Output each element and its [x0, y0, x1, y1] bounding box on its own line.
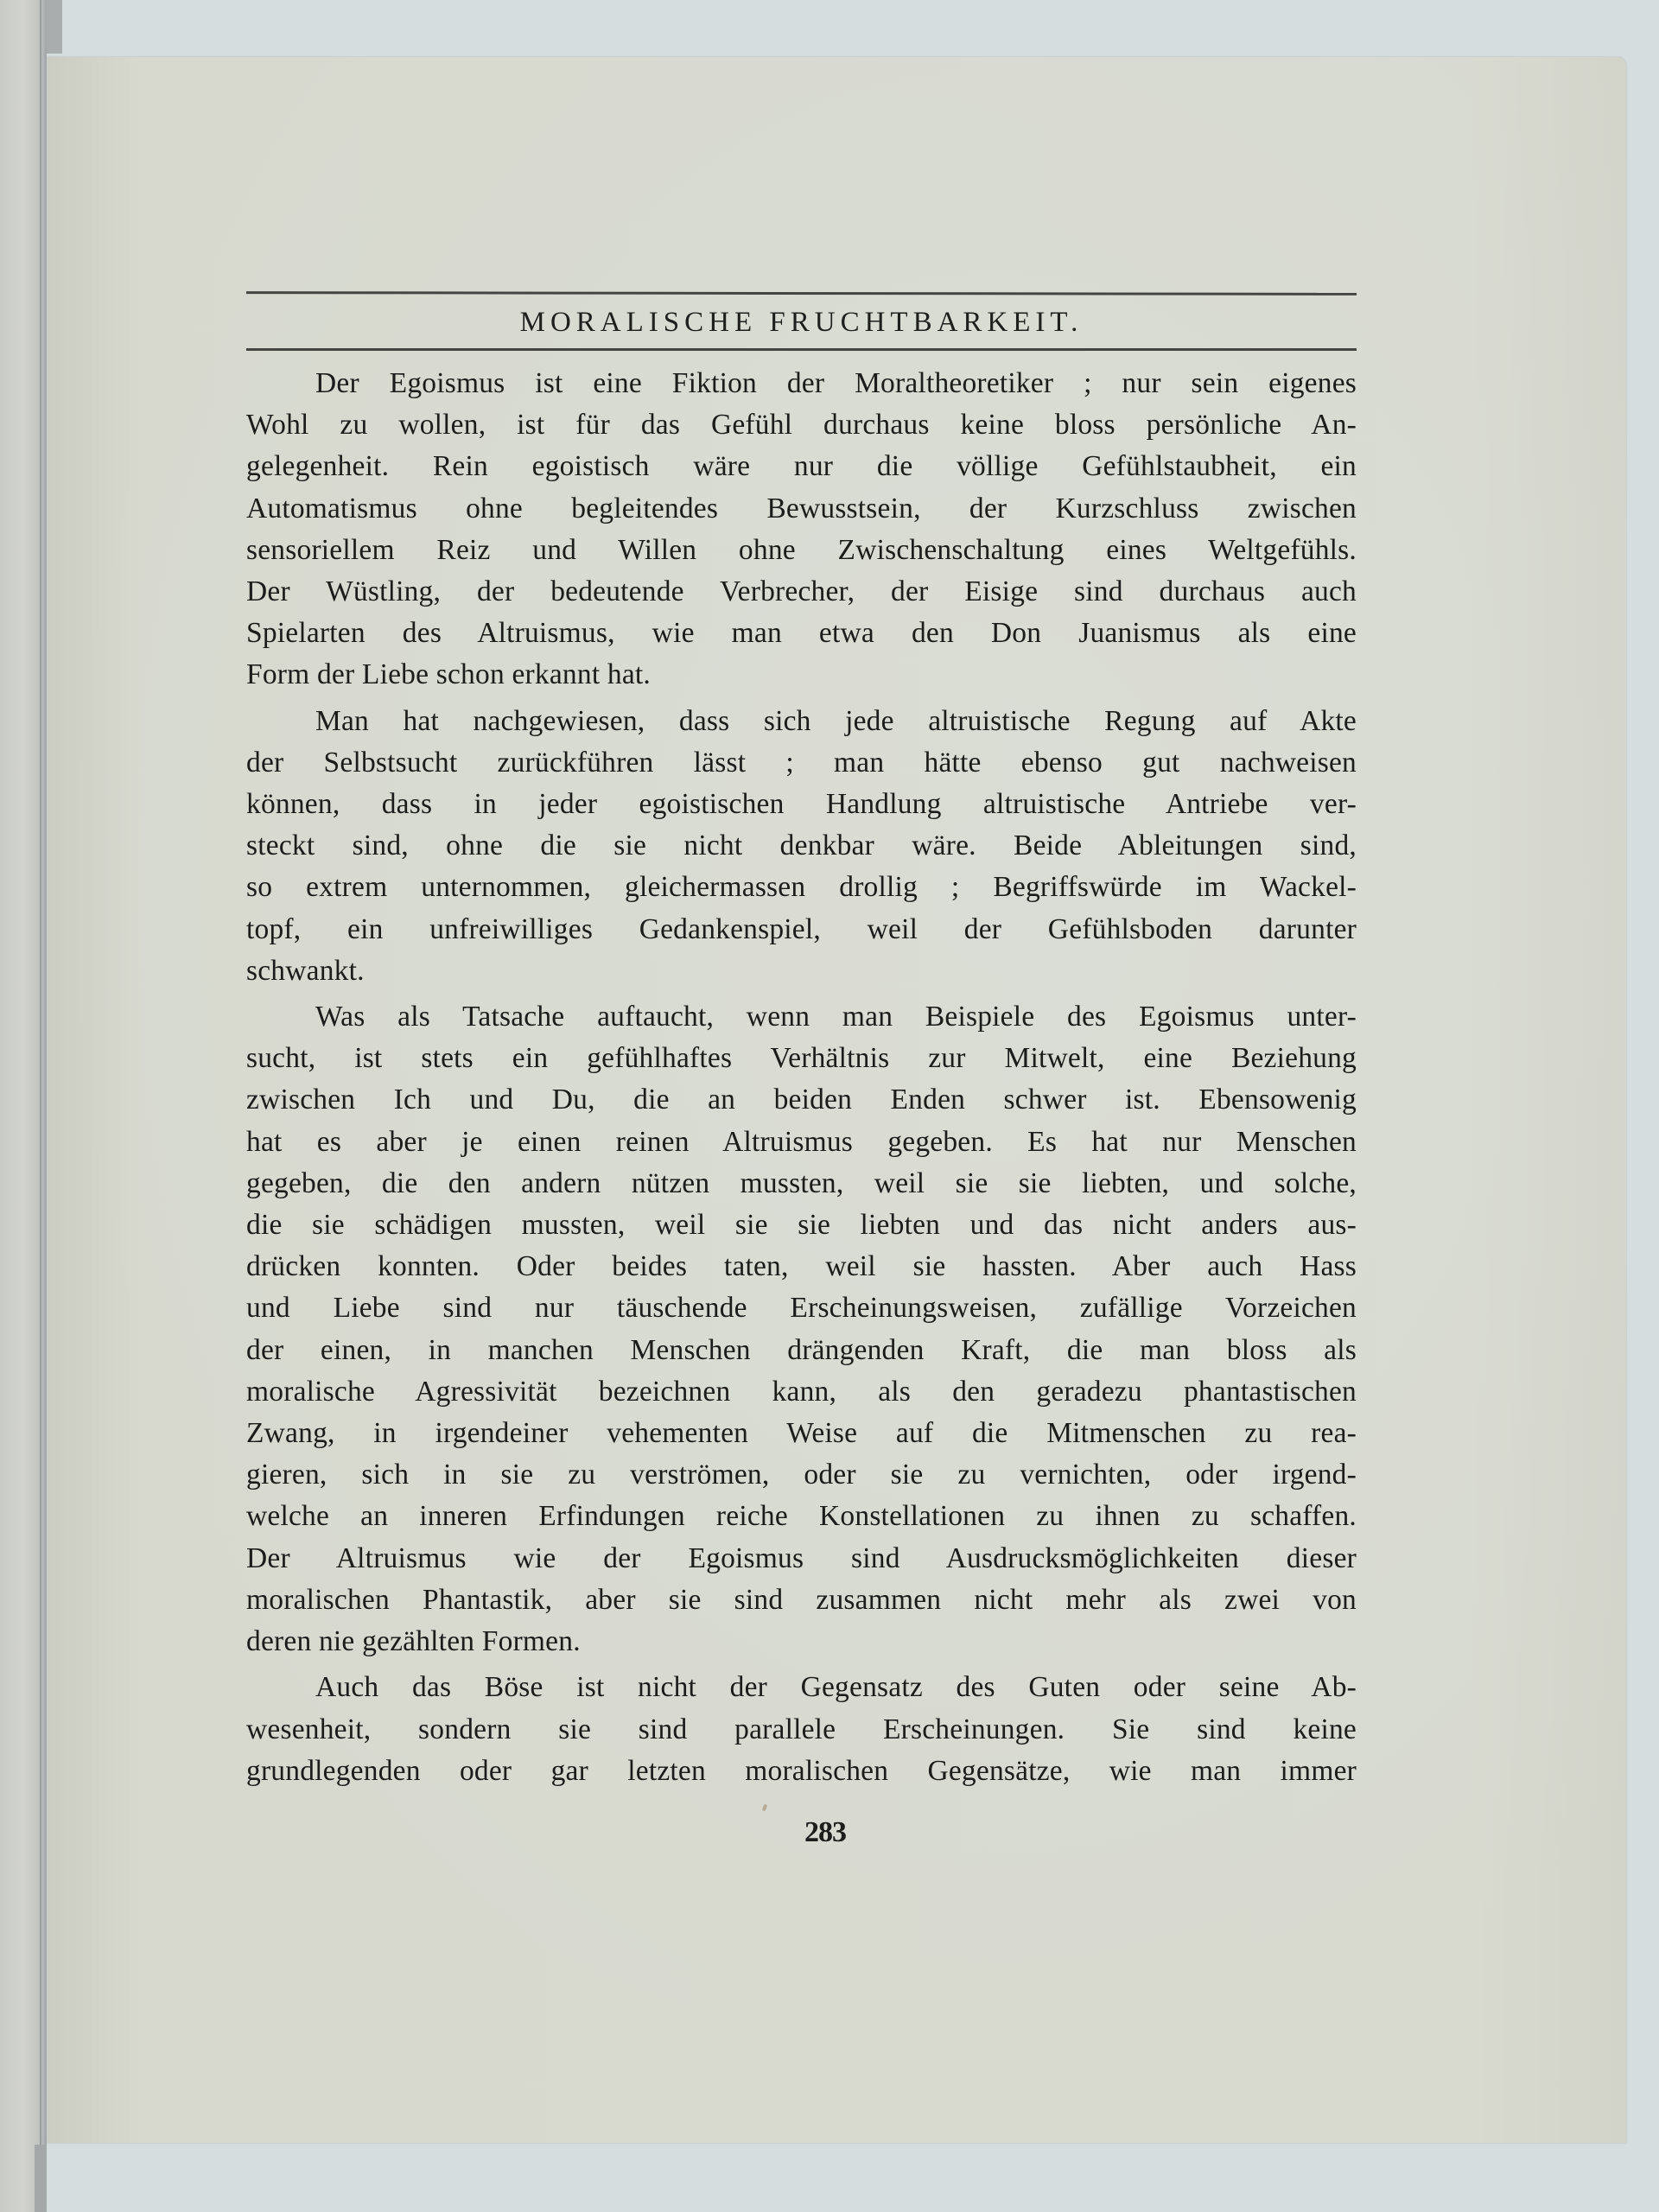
text-line: moralischen Phantastik, aber sie sind zusammen nicht mehr als zwei von — [246, 1583, 1357, 1616]
header-rule-bottom — [246, 348, 1357, 351]
header-rule-top — [246, 291, 1357, 296]
book-binding — [40, 0, 47, 2212]
text-line: Was als Tatsache auftaucht, wenn man Beispiele des Egoismus unter- — [315, 1001, 1357, 1033]
text-line: Auch das Böse ist nicht der Gegensatz des Guten oder seine Ab- — [315, 1671, 1357, 1704]
page-number: 283 — [804, 1816, 846, 1848]
text-line: können, dass in jeder egoistischen Handlung altruistische Antriebe ver- — [246, 788, 1357, 821]
text-line: gelegenheit. Rein egoistisch wäre nur die völlige Gefühlstaubheit, ein — [246, 450, 1357, 483]
text-line: Der Egoismus ist eine Fiktion der Moraltheoretiker ; nur sein eigenes — [315, 367, 1357, 399]
text-line: Der Wüstling, der bedeutende Verbrecher, der Eisige sind durchaus auch — [246, 575, 1357, 608]
text-line: zwischen Ich und Du, die an beiden Enden schwer ist. Ebensowenig — [246, 1084, 1357, 1116]
text-line: steckt sind, ohne die sie nicht denkbar wäre. Beide Ableitungen sind, — [246, 830, 1357, 862]
text-line: schwankt. — [246, 954, 365, 987]
text-line: grundlegenden oder gar letzten moralischen Gegensätze, wie man immer — [246, 1754, 1357, 1787]
paragraph — [246, 363, 1357, 696]
page-content — [246, 292, 1357, 1796]
binding-tab-top — [47, 0, 62, 54]
text-line: deren nie gezählten Formen. — [246, 1625, 581, 1658]
text-line: Form der Liebe schon erkannt hat. — [246, 658, 652, 691]
paragraph — [246, 701, 1357, 992]
paragraph — [246, 996, 1357, 1662]
text-line: Wohl zu wollen, ist für das Gefühl durchaus keine bloss persönliche An- — [246, 409, 1357, 442]
text-line: hat es aber je einen reinen Altruismus gegeben. Es hat nur Menschen — [246, 1125, 1357, 1158]
text-line: drücken konnten. Oder beides taten, weil sie hassten. Aber auch Hass — [246, 1250, 1357, 1283]
text-line: und Liebe sind nur täuschende Erscheinungsweisen, zufällige Vorzeichen — [246, 1292, 1357, 1325]
text-line: der einen, in manchen Menschen drängenden Kraft, die man bloss als — [246, 1333, 1357, 1366]
body-text — [246, 363, 1357, 1792]
text-line: Man hat nachgewiesen, dass sich jede altruistische Regung auf Akte — [315, 704, 1357, 737]
text-line: sensoriellem Reiz und Willen ohne Zwischenschaltung eines Weltgefühls. — [246, 533, 1357, 566]
text-line: gegeben, die den andern nützen mussten, weil sie sie liebten, und solche, — [246, 1166, 1357, 1199]
text-line: Spielarten des Altruismus, wie man etwa den Don Juanismus als eine — [246, 617, 1357, 650]
text-line: topf, ein unfreiwilliges Gedankenspiel, weil der Gefühlsboden darunter — [246, 912, 1357, 945]
text-line: Zwang, in irgendeiner vehementen Weise auf die Mitmenschen zu rea- — [246, 1417, 1357, 1450]
text-line: Automatismus ohne begleitendes Bewusstsein, der Kurzschluss zwischen — [246, 492, 1357, 524]
text-line: der Selbstsucht zurückführen lässt ; man hätte ebenso gut nachweisen — [246, 746, 1357, 779]
text-line: moralische Agressivität bezeichnen kann, als den geradezu phantastischen — [246, 1375, 1357, 1408]
running-title: MORALISCHE FRUCHTBARKEIT. — [519, 307, 1084, 338]
paragraph — [246, 1667, 1357, 1792]
text-line: so extrem unternommen, gleichermassen drollig ; Begriffswürde im Wackel- — [246, 871, 1357, 904]
text-line: wesenheit, sondern sie sind parallele Erscheinungen. Sie sind keine — [246, 1713, 1357, 1745]
previous-page-edge — [0, 0, 40, 2212]
text-line: sucht, ist stets ein gefühlhaftes Verhältnis zur Mitwelt, eine Beziehung — [246, 1042, 1357, 1075]
text-line: welche an inneren Erfindungen reiche Konstellationen zu ihnen zu schaffen. — [246, 1500, 1357, 1533]
text-line: die sie schädigen mussten, weil sie sie liebten und das nicht anders aus- — [246, 1209, 1357, 1242]
text-line: Der Altruismus wie der Egoismus sind Ausdrucksmöglichkeiten dieser — [246, 1541, 1357, 1574]
text-line: gieren, sich in sie zu verströmen, oder sie zu vernichten, oder irgend- — [246, 1459, 1357, 1491]
binding-tab-bottom — [35, 2145, 47, 2212]
